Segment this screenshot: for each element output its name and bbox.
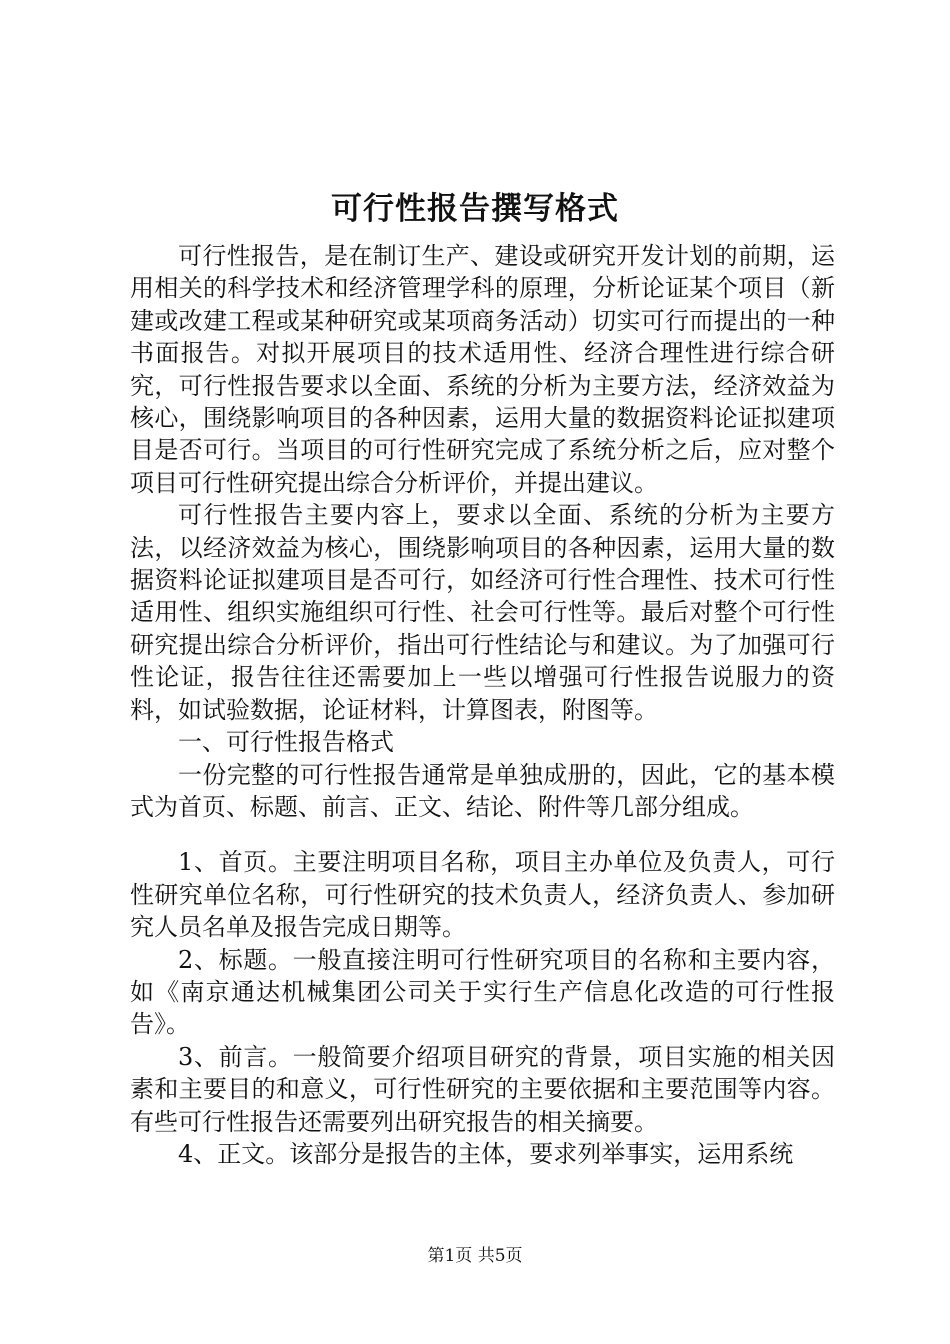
- page-footer: 第1页 共5页: [427, 1246, 523, 1266]
- document-title: 可行性报告撰写格式: [331, 191, 619, 227]
- list-item-cover-page: 1、首页。主要注明项目名称，项目主办单位及负责人，可行性研究单位名称，可行性研究的技术负责人，经济负责人、参加研究人员名单及报告完成日期等。: [130, 848, 835, 942]
- list-item-body: 4、正文。该部分是报告的主体，要求列举事实，运用系统: [178, 1139, 794, 1168]
- list-item-preface: 3、前言。一般简要介绍项目研究的背景，项目实施的相关因素和主要目的和意义，可行性研究的主要依据和主要范围等内容。有些可行性报告还需要列出研究报告的相关摘要。: [130, 1042, 835, 1136]
- list-item-title: 2、标题。一般直接注明可行性研究项目的名称和主要内容，如《南京通达机械集团公司关于实行生产信息化改造的可行性报告》。: [130, 945, 835, 1039]
- paragraph-intro: 可行性报告，是在制订生产、建设或研究开发计划的前期，运用相关的科学技术和经济管理学科的原理，分析论证某个项目（新建或改建工程或某种研究或某项商务活动）切实可行而提出的一种书面报告。对拟开展项目的技术适用性、经济合理性进行综合研究，可行性报告要求以全面、系统的分析为主要方法，经济效益为核心，围绕影响项目的各种因素，运用大量的数据资料论证拟建项目是否可行。当项目的可行性研究完成了系统分析之后，应对整个项目可行性研究提出综合分析评价，并提出建议。: [130, 242, 835, 497]
- section-heading: 一、可行性报告格式: [178, 728, 394, 757]
- paragraph-structure: 一份完整的可行性报告通常是单独成册的，因此，它的基本模式为首页、标题、前言、正文、结论、附件等几部分组成。: [130, 760, 835, 821]
- paragraph-spacer: [130, 823, 835, 846]
- paragraph-main-content: 可行性报告主要内容上，要求以全面、系统的分析为主要方法，以经济效益为核心，围绕影响项目的各种因素，运用大量的数据资料论证拟建项目是否可行，如经济可行性合理性、技术可行性适用性、组织实施组织可行性、社会可行性等。最后对整个可行性研究提出综合分析评价，指出可行性结论与和建议。为了加强可行性论证，报告往往还需要加上一些以增强可行性报告说服力的资料，如试验数据，论证材料，计算图表，附图等。: [130, 501, 835, 724]
- document-body: [130, 240, 835, 1170]
